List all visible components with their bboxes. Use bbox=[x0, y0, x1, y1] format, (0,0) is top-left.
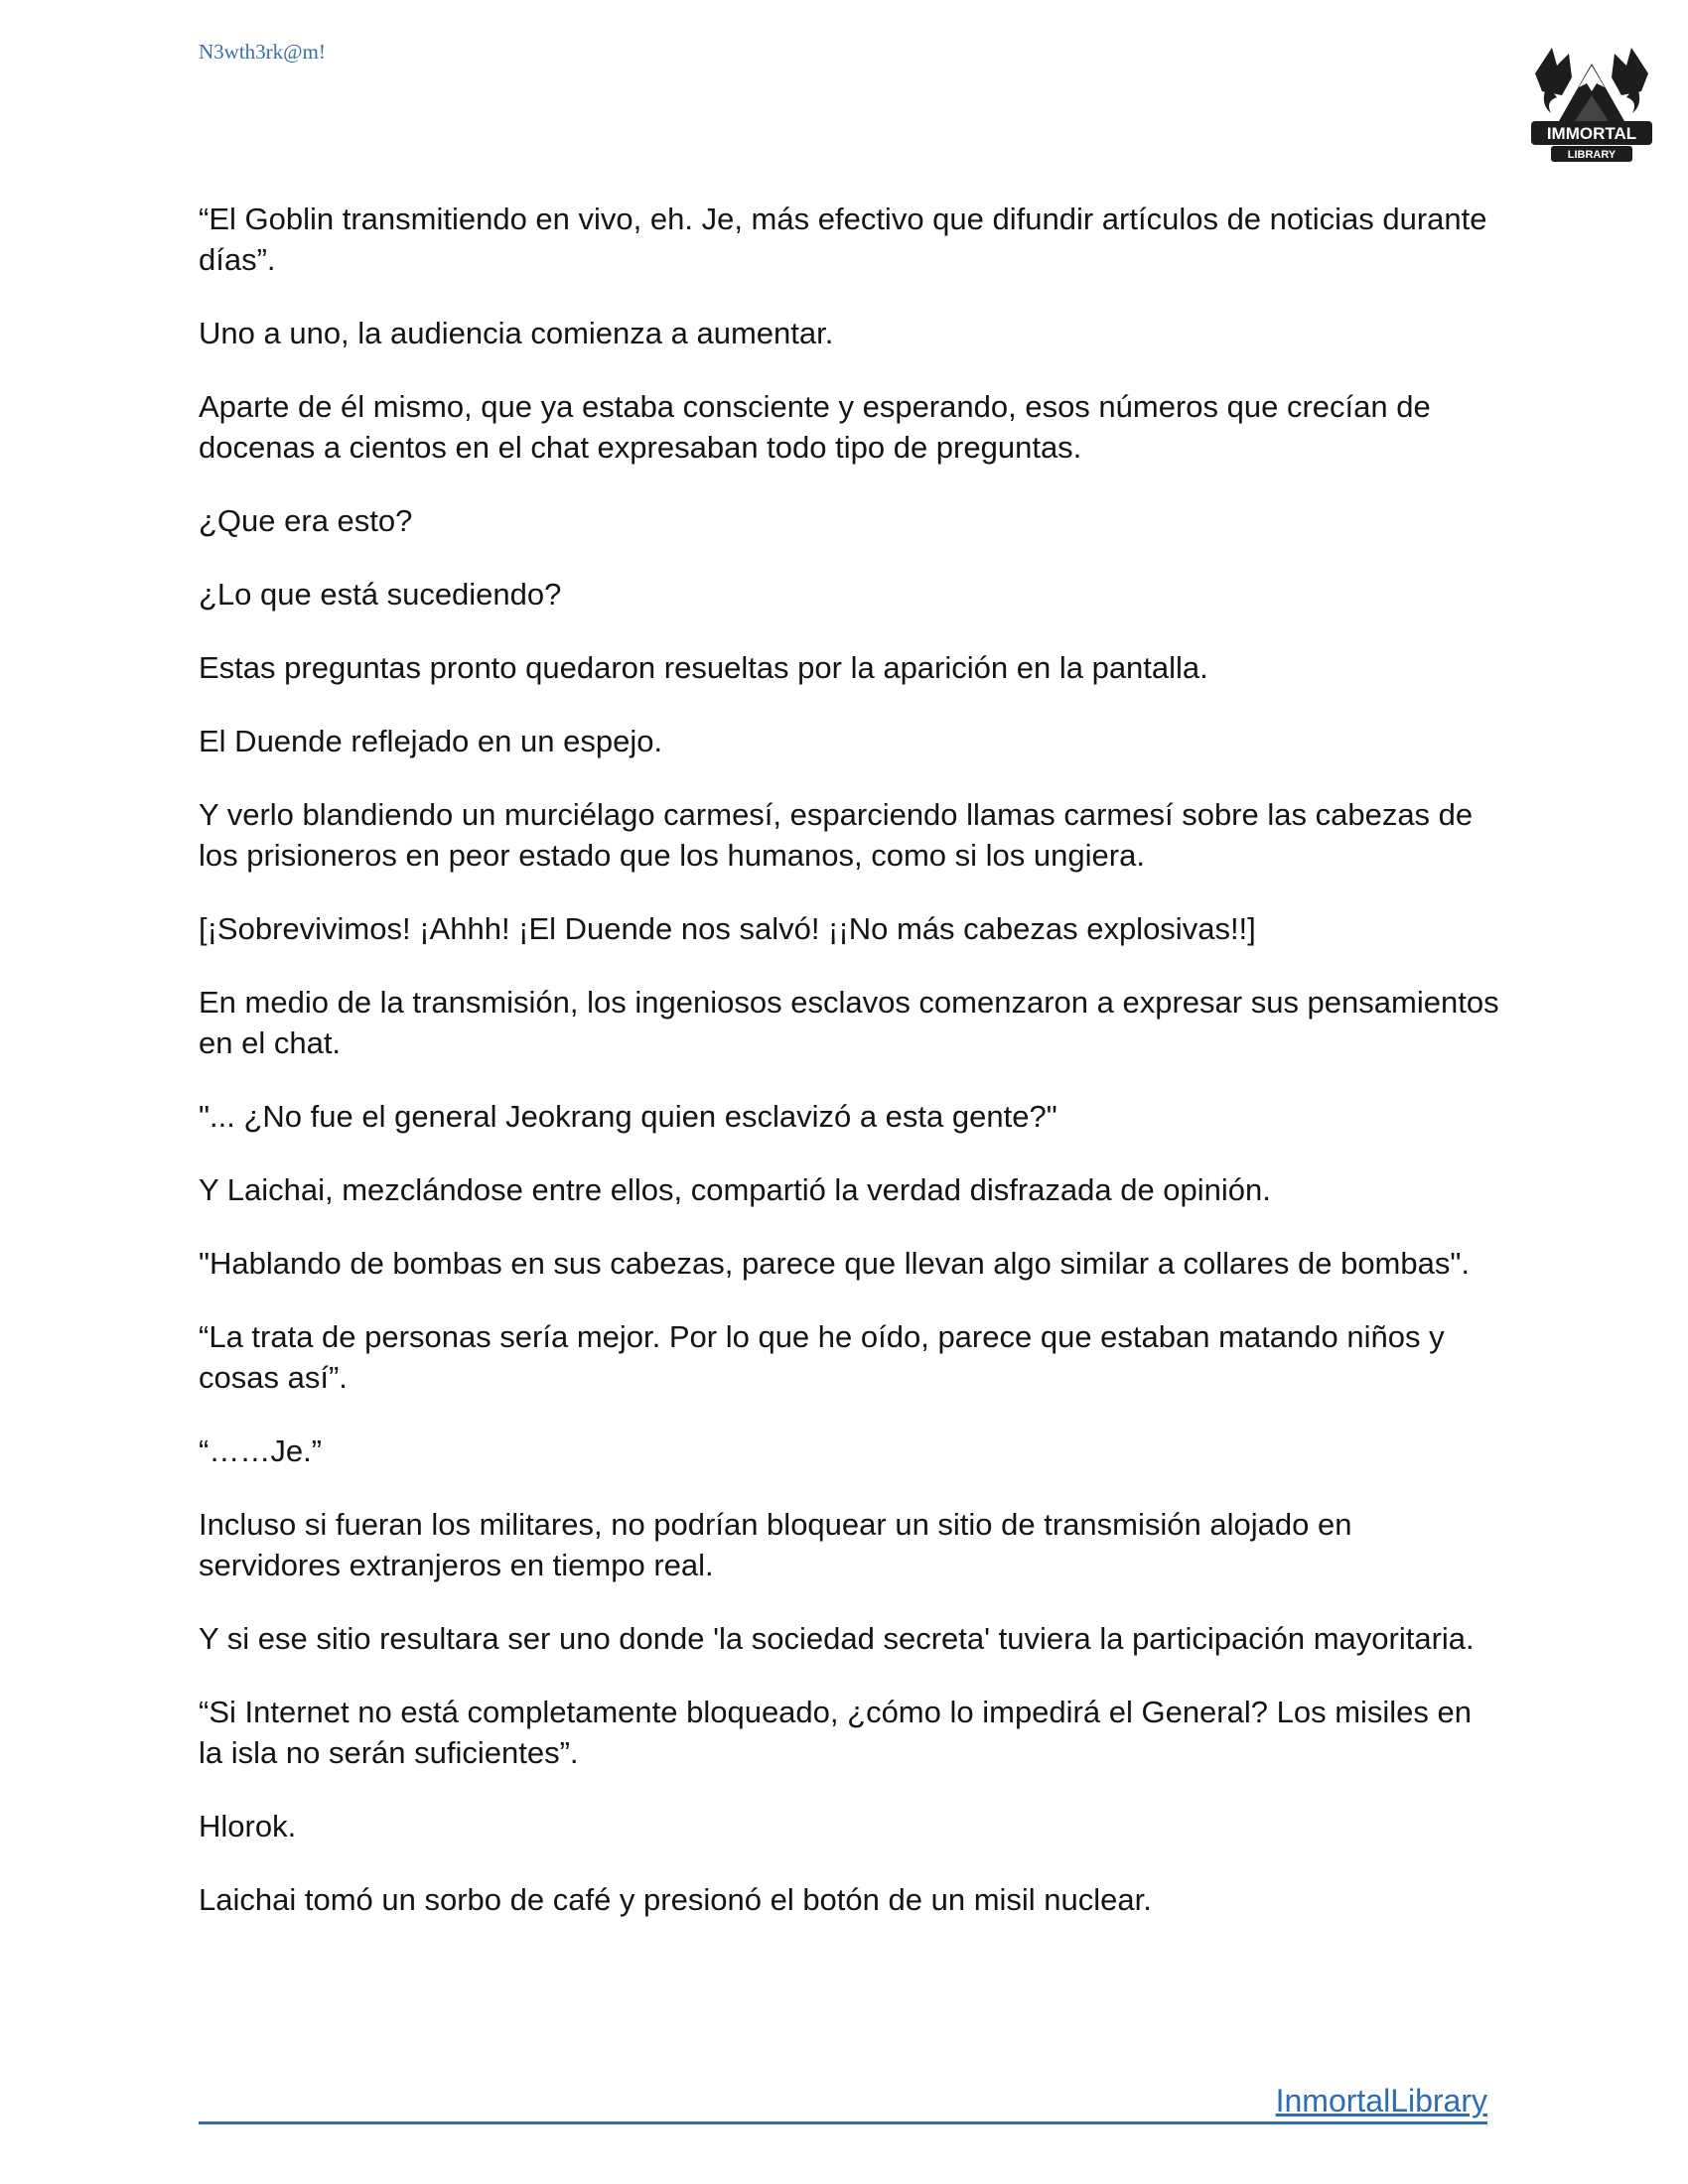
paragraph: Aparte de él mismo, que ya estaba consciente y esperando, esos números que crecían de docenas a cientos en el chat expresaban todo tipo de preguntas. bbox=[199, 389, 1431, 465]
footer-link[interactable]: InmortalLibrary bbox=[1275, 2083, 1487, 2118]
header-watermark: N3wth3rk@m! bbox=[199, 40, 326, 64]
document-body bbox=[199, 199, 1499, 1953]
paragraph: “El Goblin transmitiendo en vivo, eh. Je, más efectivo que difundir artículos de noticias durante días”. bbox=[199, 202, 1487, 277]
paragraph: Y verlo blandiendo un murciélago carmesí, esparciendo llamas carmesí sobre las cabezas de los prisioneros en peor estado que los humanos, como si los ungiera. bbox=[199, 797, 1474, 873]
logo-line1: IMMORTAL bbox=[1546, 124, 1637, 143]
footer bbox=[199, 2083, 1487, 2124]
paragraph: ¿Lo que está sucediendo? bbox=[199, 577, 562, 612]
paragraph: Estas preguntas pronto quedaron resueltas por la aparición en la pantalla. bbox=[199, 650, 1208, 685]
paragraph: [¡Sobrevivimos! ¡Ahhh! ¡El Duende nos salvó! ¡¡No más cabezas explosivas!!] bbox=[199, 911, 1256, 946]
paragraph: En medio de la transmisión, los ingeniosos esclavos comenzaron a expresar sus pensamientos en el chat. bbox=[199, 985, 1499, 1060]
paragraph: ¿Que era esto? bbox=[199, 503, 413, 538]
paragraph: "Hablando de bombas en sus cabezas, parece que llevan algo similar a collares de bombas". bbox=[199, 1246, 1470, 1281]
paragraph: “La trata de personas sería mejor. Por lo que he oído, parece que estaban matando niños y cosas así”. bbox=[199, 1319, 1445, 1395]
paragraph: El Duende reflejado en un espejo. bbox=[199, 724, 663, 758]
paragraph: "... ¿No fue el general Jeokrang quien esclavizó a esta gente?" bbox=[199, 1099, 1057, 1134]
paragraph: Uno a uno, la audiencia comienza a aumentar. bbox=[199, 316, 834, 350]
logo-line2: LIBRARY bbox=[1567, 149, 1617, 161]
paragraph: “Si Internet no está completamente bloqueado, ¿cómo lo impedirá el General? Los misiles en la isla no serán suficientes”. bbox=[199, 1695, 1473, 1770]
immortal-library-logo bbox=[1517, 26, 1666, 175]
paragraph: Y Laichai, mezclándose entre ellos, compartió la verdad disfrazada de opinión. bbox=[199, 1172, 1271, 1207]
dragons-mountain-icon bbox=[1517, 26, 1666, 175]
paragraph: “……Je.” bbox=[199, 1433, 322, 1468]
paragraph: Laichai tomó un sorbo de café y presionó el botón de un misil nuclear. bbox=[199, 1882, 1152, 1917]
paragraph: Hlorok. bbox=[199, 1809, 297, 1843]
paragraph: Y si ese sitio resultara ser uno donde 'la sociedad secreta' tuviera la participación mayoritaria. bbox=[199, 1621, 1475, 1656]
paragraph: Incluso si fueran los militares, no podrían bloquear un sitio de transmisión alojado en servidores extranjeros en tiempo real. bbox=[199, 1507, 1352, 1582]
